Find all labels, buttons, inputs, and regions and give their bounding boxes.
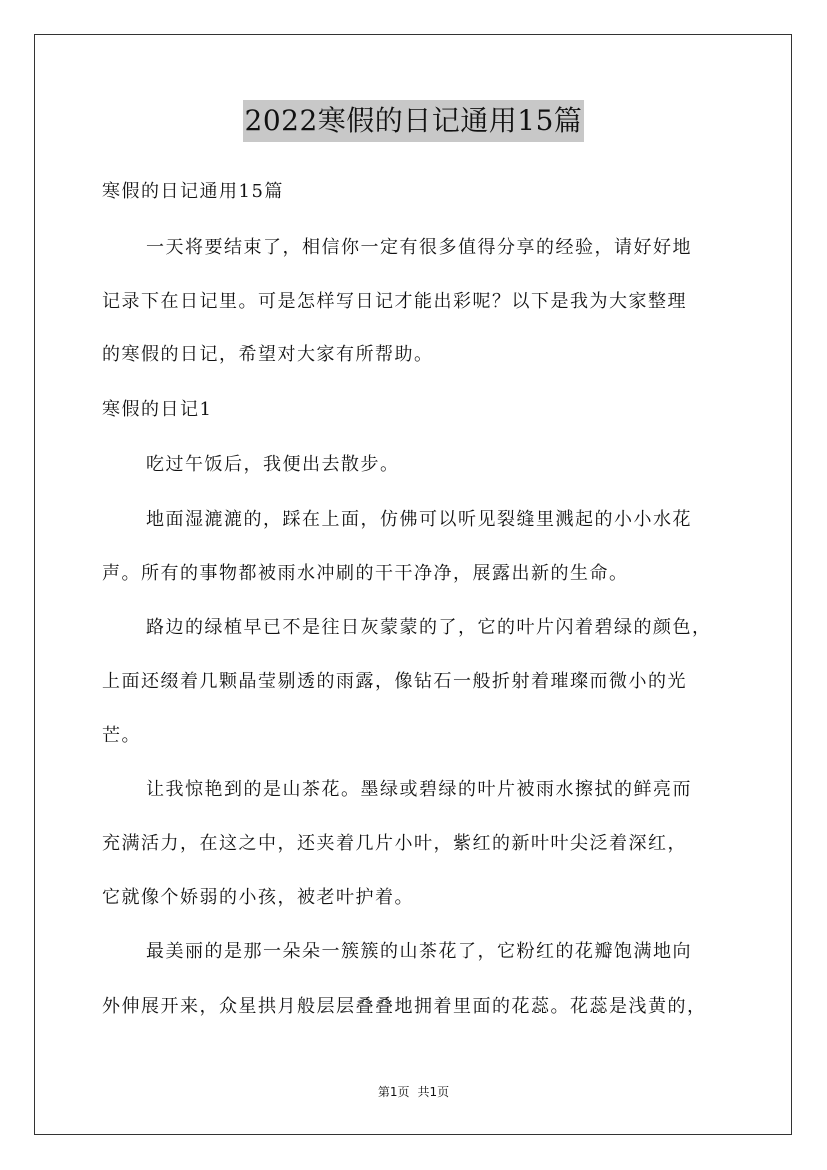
body-line: 地面湿漉漉的，踩在上面，仿佛可以听见裂缝里溅起的小小水花 [146, 509, 692, 530]
body-line: 路边的绿植早已不是往日灰蒙蒙的了，它的叶片闪着碧绿的颜色， [146, 617, 712, 638]
page-footer [0, 1084, 827, 1100]
body-line: 让我惊艳到的是山茶花。墨绿或碧绿的叶片被雨水擦拭的鲜亮而 [146, 779, 692, 800]
title-container [0, 100, 827, 142]
body-line: 吃过午饭后，我便出去散步。 [146, 454, 400, 475]
subtitle-line: 寒假的日记通用15篇 [102, 181, 284, 202]
page-total: 共1页 [417, 1085, 450, 1099]
body-line: 上面还缀着几颗晶莹剔透的雨露，像钻石一般折射着璀璨而微小的光 [102, 671, 687, 692]
section-heading: 寒假的日记1 [102, 399, 213, 420]
body-line: 声。所有的事物都被雨水冲刷的干干净净，展露出新的生命。 [102, 563, 629, 584]
page-number: 第1页 [377, 1085, 410, 1099]
body-line: 最美丽的是那一朵朵一簇簇的山茶花了，它粉红的花瓣饱满地向 [146, 941, 692, 962]
body-line: 它就像个娇弱的小孩，被老叶护着。 [102, 887, 414, 908]
body-line: 芒。 [102, 725, 141, 746]
body-line: 外伸展开来，众星拱月般层层叠叠地拥着里面的花蕊。花蕊是浅黄的， [102, 996, 707, 1017]
body-line: 的寒假的日记，希望对大家有所帮助。 [102, 344, 434, 365]
body-line: 一天将要结束了，相信你一定有很多值得分享的经验，请好好地 [146, 237, 692, 258]
body-line: 记录下在日记里。可是怎样写日记才能出彩呢？以下是我为大家整理 [102, 291, 687, 312]
document-title: 2022寒假的日记通用15篇 [243, 100, 585, 142]
body-line: 充满活力，在这之中，还夹着几片小叶，紫红的新叶叶尖泛着深红， [102, 833, 687, 854]
